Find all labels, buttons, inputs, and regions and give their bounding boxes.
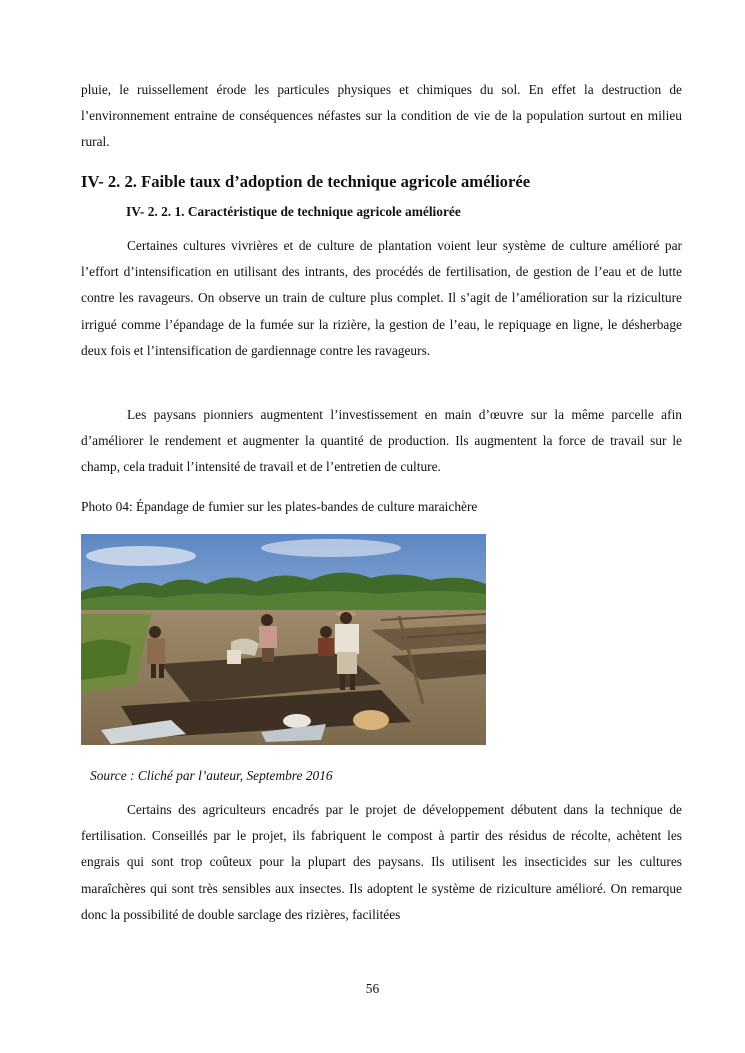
- subsection-heading: IV- 2. 2. 1. Caractéristique de technique agricole améliorée: [126, 204, 461, 219]
- page-number: 56: [365, 981, 380, 996]
- section-heading: IV- 2. 2. Faible taux d’adoption de technique agricole améliorée: [81, 172, 531, 191]
- photo-caption: Photo 04: Épandage de fumier sur les plates-bandes de culture maraichère: [81, 499, 478, 514]
- paragraph-pioneers: Les paysans pionniers augmentent l’investissement en main d’œuvre sur la même parcelle afin d’améliorer le rendement et augmenter la quantité de production. Ils augmentent la force de travail sur le champ, cela traduit l’intensité de travail et de l’entretien de culture.: [81, 407, 682, 475]
- paragraph-fertilisation: Certains des agriculteurs encadrés par le projet de développement débutent dans la technique de fertilisation. Conseillés par le projet, ils fabriquent le compost à partir des résidus de récolte, achètent les engrais qui sont trop coûteux pour la plupart des paysans. Ils utilisent les insecticides sur les cultures maraîchères qui sont très sensibles aux insectes. Ils adoptent le système de riziculture amélioré. On remarque donc la possibilité de double sarclage des rizières, facilitées: [81, 802, 682, 922]
- field-photo-illustration: [81, 534, 486, 745]
- field-photo: [81, 534, 486, 745]
- paragraph-intro: pluie, le ruissellement érode les particules physiques et chimiques du sol. En effet la destruction de l’environnement entraine de conséquences néfastes sur la condition de vie de la population surtout en milieu rural.: [81, 82, 682, 150]
- photo-source: Source : Cliché par l’auteur, Septembre 2016: [90, 768, 333, 783]
- paragraph-techniques: Certaines cultures vivrières et de culture de plantation voient leur système de culture amélioré par l’effort d’intensification en utilisant des intrants, des procédés de fertilisation, de gestion de l’eau et de lutte contre les ravageurs. On observe un train de culture plus complet. Il s’agit de l’amélioration sur la riziculture irrigué comme l’épandage de la fumée sur la rizière, la gestion de l’eau, le repiquage en ligne, le désherbage deux fois et l’intensification de gardiennage contre les ravageurs.: [81, 238, 682, 358]
